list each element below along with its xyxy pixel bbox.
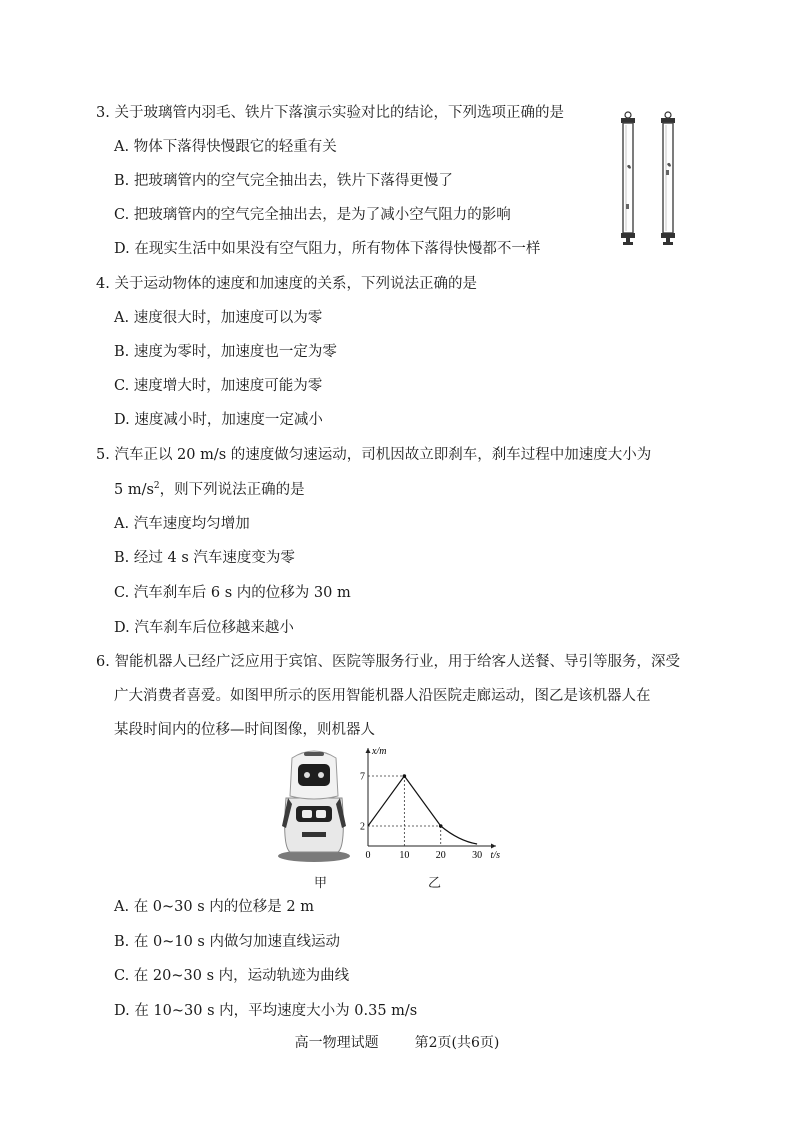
question-4-stem: 4. 关于运动物体的速度和加速度的关系，下列说法正确的是	[96, 276, 477, 292]
y-axis-arrow	[366, 748, 371, 753]
x-axis-arrow	[491, 844, 496, 849]
question-5-stem: 5. 汽车正以 20 m/s 的速度做匀速运动，司机因故立即刹车，刹车过程中加速度大小为	[96, 447, 652, 463]
figure-caption-yi: 乙	[428, 876, 442, 891]
question-6-stem-line1: 6. 智能机器人已经广泛应用于宾馆、医院等服务行业，用于给客人送餐、导引等服务，深受	[96, 654, 680, 670]
y-tick-label: 7	[360, 771, 365, 783]
position-time-graph	[358, 746, 508, 862]
question-5-stem-line2	[114, 480, 305, 500]
question-3-option-d[interactable]: D. 在现实生活中如果没有空气阻力，所有物体下落得快慢都不一样	[114, 241, 541, 257]
x-tick-label: 20	[435, 850, 446, 861]
question-6-option-d[interactable]: D. 在 10~30 s 内，平均速度大小为 0.35 m/s	[114, 1003, 418, 1019]
data-point	[403, 774, 407, 778]
question-4-option-d[interactable]: D. 速度减小时，加速度一定减小	[114, 412, 323, 428]
x-tick-label: 10	[399, 850, 410, 861]
x-axis-label: t/s	[490, 850, 500, 861]
x-tick-label: 0	[365, 850, 371, 861]
question-6-stem-line2: 广大消费者喜爱。如图甲所示的医用智能机器人沿医院走廊运动，图乙是该机器人在	[114, 688, 651, 704]
glass-tube-right	[661, 112, 675, 245]
question-5-stem-tail: ，则下列说法正确的是	[159, 482, 305, 498]
question-3-option-a[interactable]: A. 物体下落得快慢跟它的轻重有关	[114, 139, 337, 155]
glass-tube-left	[621, 112, 635, 245]
footer-title: 高一物理试题	[294, 1035, 379, 1051]
robot-figure	[274, 746, 354, 864]
question-3-stem: 3. 关于玻璃管内羽毛、铁片下落演示实验对比的结论，下列选项正确的是	[96, 105, 564, 121]
segment-curve	[441, 826, 477, 844]
acceleration-exponent: 2	[153, 481, 160, 492]
question-5-option-b[interactable]: B. 经过 4 s 汽车速度变为零	[114, 550, 295, 566]
segment-falling	[404, 776, 440, 826]
data-point	[439, 824, 443, 828]
question-4-option-b[interactable]: B. 速度为零时，加速度也一定为零	[114, 344, 337, 360]
question-5-option-d[interactable]: D. 汽车刹车后位移越来越小	[114, 620, 294, 636]
page-footer	[0, 1032, 794, 1052]
y-axis-label: x/m	[372, 746, 387, 757]
x-tick-label: 30	[472, 850, 483, 861]
question-5-option-c[interactable]: C. 汽车刹车后 6 s 内的位移为 30 m	[114, 585, 351, 601]
glass-tube-figure	[612, 108, 692, 248]
acceleration-value: 5 m/s	[114, 482, 154, 498]
footer-page-number: 第2页(共6页)	[414, 1035, 500, 1051]
question-6-option-b[interactable]: B. 在 0~10 s 内做匀加速直线运动	[114, 934, 340, 950]
question-3-option-b[interactable]: B. 把玻璃管内的空气完全抽出去，铁片下落得更慢了	[114, 173, 453, 189]
y-tick-label: 2	[360, 821, 365, 833]
question-4-option-a[interactable]: A. 速度很大时，加速度可以为零	[114, 310, 323, 326]
question-3-option-c[interactable]: C. 把玻璃管内的空气完全抽出去，是为了减小空气阻力的影响	[114, 207, 511, 223]
question-6-option-a[interactable]: A. 在 0~30 s 内的位移是 2 m	[114, 899, 314, 915]
figure-caption-jia: 甲	[314, 876, 328, 891]
segment-rising	[368, 776, 404, 826]
question-6-option-c[interactable]: C. 在 20~30 s 内，运动轨迹为曲线	[114, 968, 350, 984]
question-5-option-a[interactable]: A. 汽车速度均匀增加	[114, 516, 250, 532]
question-4-option-c[interactable]: C. 速度增大时，加速度可能为零	[114, 378, 323, 394]
question-6-stem-line3: 某段时间内的位移—时间图像，则机器人	[114, 722, 375, 738]
